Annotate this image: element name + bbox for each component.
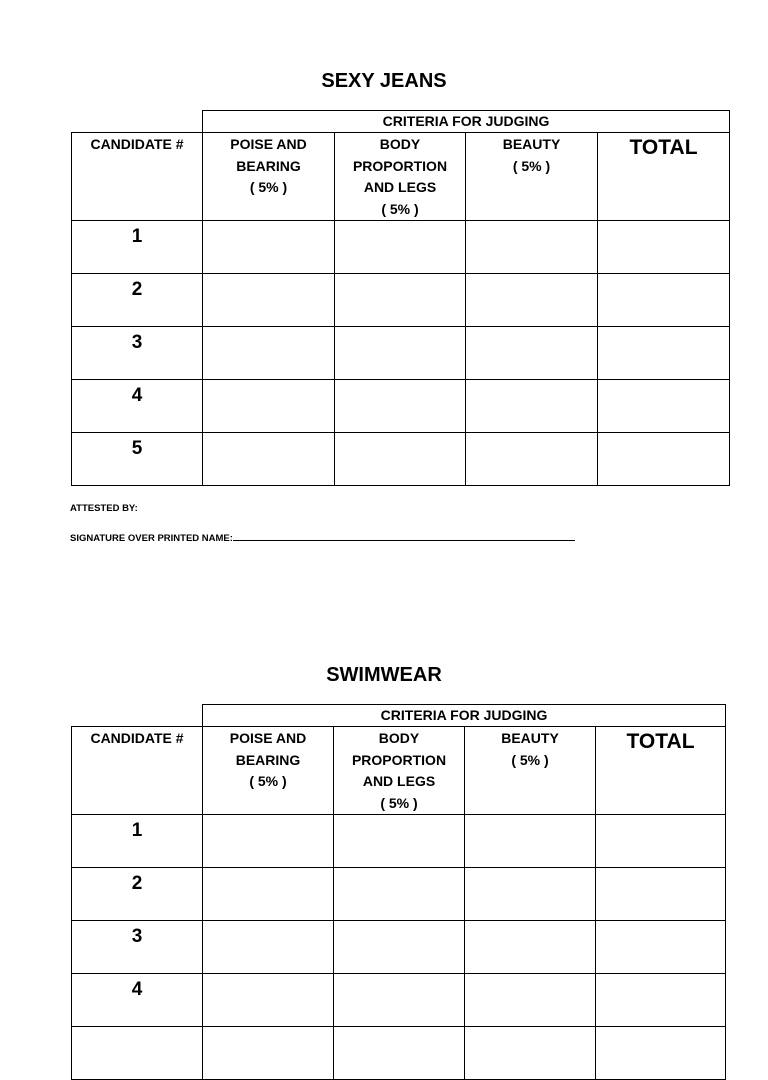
total-score-cell[interactable] xyxy=(598,221,730,274)
total-score-cell[interactable] xyxy=(598,327,730,380)
total-score-cell[interactable] xyxy=(596,974,726,1027)
signature-field[interactable] xyxy=(233,531,575,541)
total-score-cell[interactable] xyxy=(598,380,730,433)
total-score-cell[interactable] xyxy=(596,815,726,868)
criteria-header: CRITERIA FOR JUDGING xyxy=(203,111,730,133)
table-row xyxy=(72,1027,726,1080)
beauty-score-cell[interactable] xyxy=(465,1027,596,1080)
body-score-cell[interactable] xyxy=(335,327,466,380)
total-column-header: TOTAL xyxy=(596,727,726,815)
candidate-number: 2 xyxy=(72,274,203,327)
candidate-column-header: CANDIDATE # xyxy=(72,133,203,221)
total-score-cell[interactable] xyxy=(598,274,730,327)
body-score-cell[interactable] xyxy=(334,974,465,1027)
total-score-cell[interactable] xyxy=(598,433,730,486)
candidate-number: 4 xyxy=(72,380,203,433)
poise-column-header: POISE AND BEARING ( 5% ) xyxy=(203,133,335,221)
total-score-cell[interactable] xyxy=(596,868,726,921)
body-proportion-column-header: BODY PROPORTION AND LEGS ( 5% ) xyxy=(334,727,465,815)
poise-score-cell[interactable] xyxy=(203,1027,334,1080)
beauty-column-header: BEAUTY ( 5% ) xyxy=(466,133,598,221)
beauty-score-cell[interactable] xyxy=(466,433,598,486)
candidate-number: 3 xyxy=(72,921,203,974)
total-score-cell[interactable] xyxy=(596,1027,726,1080)
poise-score-cell[interactable] xyxy=(203,921,334,974)
table-row xyxy=(72,815,726,868)
poise-score-cell[interactable] xyxy=(203,274,335,327)
body-score-cell[interactable] xyxy=(334,868,465,921)
beauty-score-cell[interactable] xyxy=(465,921,596,974)
signature-line xyxy=(70,531,575,544)
beauty-score-cell[interactable] xyxy=(466,327,598,380)
poise-score-cell[interactable] xyxy=(203,221,335,274)
signature-label: SIGNATURE OVER PRINTED NAME: xyxy=(70,533,233,544)
table-row xyxy=(72,974,726,1027)
beauty-score-cell[interactable] xyxy=(465,815,596,868)
table-row xyxy=(72,433,730,486)
body-score-cell[interactable] xyxy=(334,815,465,868)
criteria-header: CRITERIA FOR JUDGING xyxy=(203,705,726,727)
attested-by-label: ATTESTED BY: xyxy=(70,503,138,514)
candidate-number: 3 xyxy=(72,327,203,380)
candidate-number: 2 xyxy=(72,868,203,921)
body-score-cell[interactable] xyxy=(334,921,465,974)
table-row xyxy=(72,327,730,380)
poise-score-cell[interactable] xyxy=(203,868,334,921)
beauty-score-cell[interactable] xyxy=(465,974,596,1027)
beauty-score-cell[interactable] xyxy=(466,221,598,274)
poise-score-cell[interactable] xyxy=(203,433,335,486)
poise-score-cell[interactable] xyxy=(203,815,334,868)
poise-score-cell[interactable] xyxy=(203,974,334,1027)
poise-score-cell[interactable] xyxy=(203,327,335,380)
table-row xyxy=(72,221,730,274)
body-score-cell[interactable] xyxy=(335,274,466,327)
candidate-number xyxy=(72,1027,203,1080)
poise-score-cell[interactable] xyxy=(203,380,335,433)
body-proportion-column-header: BODY PROPORTION AND LEGS ( 5% ) xyxy=(335,133,466,221)
body-score-cell[interactable] xyxy=(334,1027,465,1080)
section-title: SEXY JEANS xyxy=(321,70,447,92)
beauty-score-cell[interactable] xyxy=(465,868,596,921)
body-score-cell[interactable] xyxy=(335,433,466,486)
candidate-number: 5 xyxy=(72,433,203,486)
total-column-header: TOTAL xyxy=(598,133,730,221)
table-row xyxy=(72,274,730,327)
candidate-number: 1 xyxy=(72,815,203,868)
candidate-number: 4 xyxy=(72,974,203,1027)
candidate-number: 1 xyxy=(72,221,203,274)
judging-table xyxy=(71,110,730,486)
table-row xyxy=(72,868,726,921)
candidate-column-header: CANDIDATE # xyxy=(72,727,203,815)
table-row xyxy=(72,921,726,974)
table-row xyxy=(72,380,730,433)
body-score-cell[interactable] xyxy=(335,221,466,274)
total-score-cell[interactable] xyxy=(596,921,726,974)
poise-column-header: POISE AND BEARING ( 5% ) xyxy=(203,727,334,815)
beauty-score-cell[interactable] xyxy=(466,274,598,327)
section-title: SWIMWEAR xyxy=(326,664,442,686)
body-score-cell[interactable] xyxy=(335,380,466,433)
beauty-score-cell[interactable] xyxy=(466,380,598,433)
beauty-column-header: BEAUTY ( 5% ) xyxy=(465,727,596,815)
